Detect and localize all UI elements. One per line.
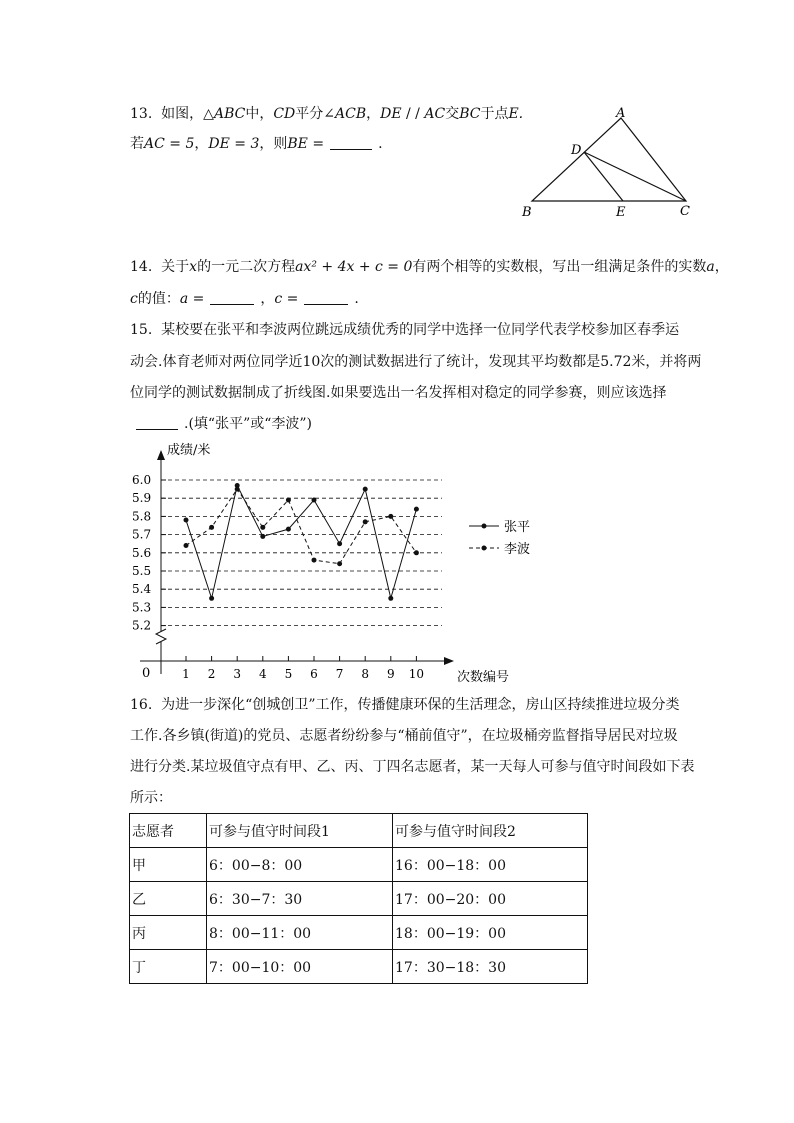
q13-line2: 若AC = 5，DE = 3，则BE = . — [130, 136, 383, 152]
y-tick-label: 5.2 — [132, 618, 152, 633]
label-d: D — [571, 143, 582, 158]
data-point-libo — [235, 487, 240, 492]
table-cell: 6：30−7：30 — [207, 882, 393, 916]
q14-line2: c的值：a = ，c = . — [130, 291, 359, 307]
axis-break-icon — [156, 629, 166, 644]
data-point-libo — [260, 525, 265, 530]
data-point-zhangping — [337, 541, 342, 546]
q13-line1: 13. 如图，△ABC中，CD平分∠ACB，DE / / AC交BC于点E. — [130, 106, 524, 122]
x-axis-label: 次数编号 — [457, 670, 510, 685]
table-cell: 8：00−11：00 — [207, 916, 393, 950]
volunteer-table — [129, 813, 588, 984]
data-point-zhangping — [414, 507, 419, 512]
data-point-zhangping — [388, 596, 393, 601]
table-row — [130, 916, 588, 950]
label-b: B — [522, 205, 532, 220]
table-header-row — [130, 814, 588, 848]
data-point-libo — [209, 525, 214, 530]
legend-label-zhangping: 张平 — [504, 520, 531, 535]
y-tick-label: 5.9 — [132, 491, 152, 506]
q16-line3: 进行分类.某垃圾值守点有甲、乙、丙、丁四名志愿者，某一天每人可参与值守时间段如下表 — [130, 759, 695, 775]
x-tick-label: 10 — [408, 667, 425, 681]
data-point-libo — [388, 514, 393, 519]
data-point-zhangping — [184, 518, 189, 523]
data-point-libo — [337, 561, 342, 566]
answer-blank-be[interactable] — [330, 135, 372, 150]
x-tick-label: 3 — [233, 667, 242, 681]
q14-line1: 14. 关于x的一元二次方程ax² + 4x + c = 0有两个相等的实数根，写出一组满足条件的实数a， — [130, 259, 729, 275]
q15-line3: 位同学的测试数据制成了折线图.如果要选出一名发挥相对稳定的同学参赛，则应该选择 — [130, 385, 667, 401]
chart-grid — [161, 480, 442, 626]
x-tick-label: 6 — [310, 667, 318, 681]
data-point-libo — [286, 498, 291, 503]
y-tick-label: 5.7 — [132, 527, 152, 542]
table-cell: 17：30−18：30 — [393, 950, 588, 984]
legend — [469, 520, 530, 557]
x-tick-label: 8 — [361, 667, 370, 681]
y-tick-label: 5.3 — [132, 600, 152, 615]
y-tick-label: 5.4 — [132, 582, 152, 597]
triangle-abc — [532, 118, 686, 201]
data-point-libo — [363, 519, 368, 524]
y-tick-label: 5.5 — [132, 564, 152, 578]
x-axis-arrow — [444, 657, 454, 665]
table-row — [130, 848, 588, 882]
y-tick-label: 5.6 — [132, 545, 152, 560]
series-line-zhangping — [186, 485, 416, 598]
q16-line4: 所示： — [130, 790, 172, 806]
table-cell: 乙 — [130, 882, 207, 916]
label-a: A — [616, 106, 626, 121]
table-cell: 7：00−10：00 — [207, 950, 393, 984]
table-cell: 6：00−8：00 — [207, 848, 393, 882]
y-tick-label: 6.0 — [132, 473, 152, 487]
q15-line2: 动会.体育老师对两位同学近10次的测试数据进行了统计，发现其平均数都是5.72米，并将两 — [130, 354, 702, 370]
x-tick-label: 4 — [258, 667, 267, 681]
y-axis-arrow — [157, 450, 165, 460]
q16-line2: 工作.各乡镇(街道)的党员、志愿者纷纷参与“桶前值守”，在垃圾桶旁监督指导居民对垃圾 — [130, 728, 678, 744]
data-point-libo — [184, 543, 189, 548]
line-chart — [120, 438, 540, 688]
data-point-zhangping — [312, 498, 317, 503]
data-point-zhangping — [209, 596, 214, 601]
triangle-figure — [520, 104, 700, 222]
x-tick-label: 5 — [284, 667, 293, 681]
table-header-cell: 可参与值守时间段2 — [393, 814, 588, 848]
legend-marker-libo — [482, 546, 487, 551]
data-point-libo — [312, 558, 317, 563]
table-cell: 16：00−18：00 — [393, 848, 588, 882]
x-tick-label: 9 — [386, 667, 395, 681]
table-header-cell: 可参与值守时间段1 — [207, 814, 393, 848]
q16-line1: 16. 为进一步深化“创城创卫”工作，传播健康环保的生活理念，房山区持续推进垃圾分类 — [130, 697, 680, 713]
table-cell: 丙 — [130, 916, 207, 950]
y-axis-label: 成绩/米 — [167, 443, 211, 458]
answer-blank-choice[interactable] — [136, 415, 178, 430]
legend-marker-zhangping — [482, 524, 487, 529]
table-row — [130, 950, 588, 984]
table-row — [130, 882, 588, 916]
label-c: C — [680, 204, 690, 219]
table-cell: 17：00−20：00 — [393, 882, 588, 916]
answer-blank-c[interactable] — [304, 290, 348, 305]
q15-line1: 15. 某校要在张平和李波两位跳远成绩优秀的同学中选择一位同学代表学校参加区春季运 — [130, 322, 680, 338]
data-point-zhangping — [286, 527, 291, 532]
x-tick-label: 2 — [207, 667, 216, 681]
chart-series — [184, 483, 419, 601]
y-tick-label: 5.8 — [132, 509, 152, 524]
table-header-cell: 志愿者 — [130, 814, 207, 848]
origin-label: 0 — [142, 666, 151, 681]
table-cell: 丁 — [130, 950, 207, 984]
table-cell: 甲 — [130, 848, 207, 882]
x-tick-label: 7 — [335, 667, 344, 681]
table-cell: 18：00−19：00 — [393, 916, 588, 950]
data-point-libo — [414, 550, 419, 555]
data-point-zhangping — [260, 534, 265, 539]
segment-cd — [584, 152, 686, 201]
segment-de — [584, 152, 623, 201]
data-point-zhangping — [363, 487, 368, 492]
answer-blank-a[interactable] — [210, 290, 254, 305]
chart-x-ticks — [182, 656, 424, 681]
legend-label-libo: 李波 — [504, 542, 531, 557]
label-e: E — [616, 205, 626, 220]
q15-line4: .(填“张平”或“李波”) — [130, 414, 312, 434]
x-tick-label: 1 — [182, 667, 190, 681]
